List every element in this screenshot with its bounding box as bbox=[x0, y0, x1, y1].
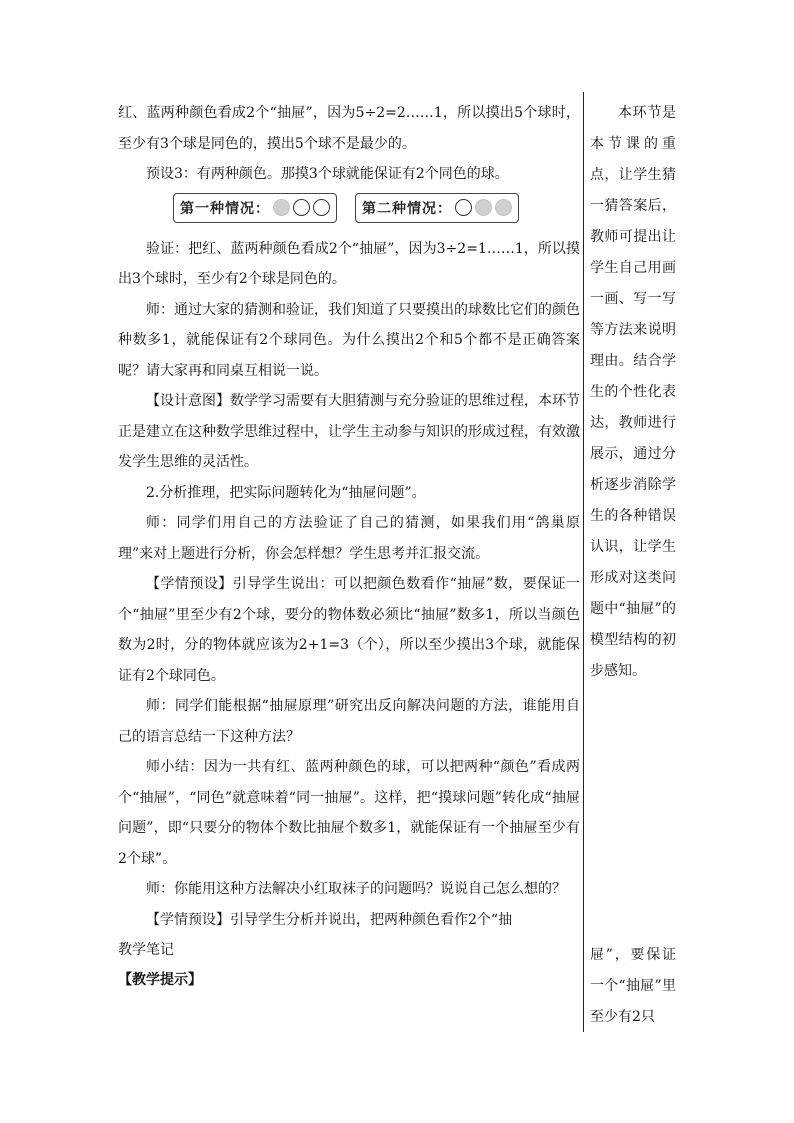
white-ball-icon bbox=[455, 199, 472, 216]
paragraph: 红、蓝两种颜色看成2个“抽屉”，因为5÷2=2……1，所以摸出5个球时，至少有3个球是同色的，摸出5个球不是最少的。 bbox=[118, 105, 580, 152]
paragraph: 2.分析推理，把实际问题转化为“抽屉问题”。 bbox=[146, 484, 426, 501]
side-note-text: 本环节是本节课的重点，让学生猜一猜答案后，教师可提出让学生自己用画一画、写一写等方法来说明理由。结合学生的个性化表达，教师进行展示，通过分析逐步消除学生的各种错误认识，让学生形成对这类问题中“抽屉”的模型结构的初步感知。 bbox=[590, 105, 676, 679]
paragraph: 师：同学们用自己的方法验证了自己的猜测，如果我们用“鸽巢原理”来对上题进行分析，你会怎样想？学生思考并汇报交流。 bbox=[118, 515, 580, 562]
gray-ball-icon bbox=[475, 199, 492, 216]
gray-ball-icon bbox=[273, 199, 290, 216]
side-note-top bbox=[590, 98, 676, 687]
gray-ball-icon bbox=[495, 199, 512, 216]
paragraph: 师：同学们能根据“抽屉原理”研究出反向解决问题的方法，谁能用自己的语言总结一下这种方法？ bbox=[118, 698, 580, 745]
paragraph: 师：通过大家的猜测和验证，我们知道了只要摸出的球数比它们的颜色种数多1，就能保证有2个球同色。为什么摸出2个和5个都不是正确答案呢？请大家再和同桌互相说一说。 bbox=[118, 301, 580, 379]
column-divider bbox=[583, 92, 584, 1032]
side-note-text: 屉”，要保证一个“抽屉”里至少有2只 bbox=[590, 947, 676, 1025]
teaching-notes-label: 教学笔记 bbox=[118, 942, 174, 958]
teaching-hint-label: 【教学提示】 bbox=[118, 972, 202, 988]
case-2-box bbox=[355, 193, 519, 223]
case-1-label: 第一种情况： bbox=[180, 200, 270, 217]
white-ball-icon bbox=[293, 199, 310, 216]
case-2-label: 第二种情况： bbox=[362, 200, 452, 217]
paragraph: 【设计意图】数学学习需要有大胆猜测与充分验证的思维过程，本环节正是建立在这种数学思维过程中，让学生主动参与知识的形成过程，有效激发学生思维的灵活性。 bbox=[118, 393, 580, 470]
paragraph: 师：你能用这种方法解决小红取袜子的问题吗？说说自己怎么想的？ bbox=[146, 881, 566, 897]
cases-illustration bbox=[118, 190, 580, 234]
main-content bbox=[118, 98, 580, 995]
paragraph: 【学情预设】引导学生分析并说出，把两种颜色看作2个“抽 bbox=[146, 911, 513, 928]
paragraph: 【学情预设】引导学生说出：可以把颜色数看作“抽屉”数，要保证一个“抽屉”里至少有2个球，要分的物体数必须比“抽屉”数多1，所以当颜色数为2时，分的物体就应该为2+1=3（个），所以至少摸出3个球，就能保证有2个球同色。 bbox=[118, 576, 580, 684]
paragraph: 预设3：有两种颜色。那摸3个球就能保证有2个同色的球。 bbox=[146, 166, 509, 182]
white-ball-icon bbox=[313, 199, 330, 216]
paragraph: 验证：把红、蓝两种颜色看成2个“抽屉”，因为3÷2=1……1，所以摸出3个球时，至少有2个球是同色的。 bbox=[118, 240, 580, 287]
paragraph: 师小结：因为一共有红、蓝两种颜色的球，可以把两种“颜色”看成两个“抽屉”，“同色”就意味着“同一抽屉”。这样，把“摸球问题”转化成“抽屉问题”，即“只要分的物体个数比抽屉个数多1，就能保证有一个抽屉至少有2个球”。 bbox=[118, 759, 580, 867]
side-note-bottom bbox=[590, 940, 676, 1033]
case-1-box bbox=[173, 193, 337, 223]
